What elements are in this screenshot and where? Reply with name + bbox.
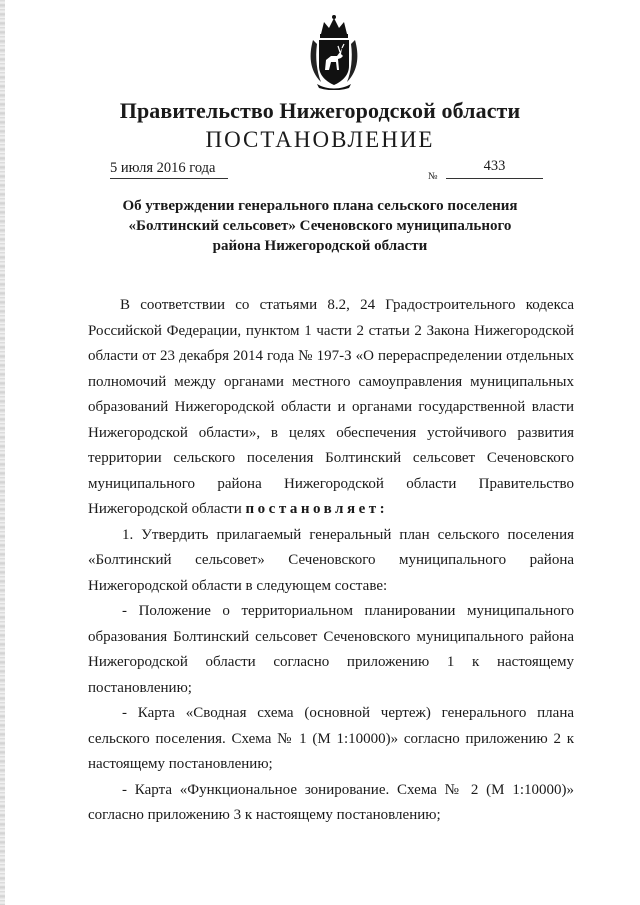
preamble-end: Нижегородской области — [88, 501, 242, 517]
document-type: ПОСТАНОВЛЕНИЕ — [205, 127, 435, 152]
sub-item-2: - Карта «Сводная схема (основной чертеж) генерального плана сельского поселения. Схема № 1 (М 1:10000)» согласно приложению 2 к настоящему постановлению; — [88, 705, 574, 772]
coat-of-arms-icon — [307, 14, 361, 90]
preamble-paragraph: В соответствии со статьями 8.2, 24 Градостроительного кодекса Российской Федерации, пунктом 1 части 2 статьи 2 Закона Нижегородской области от 23 декабря 2014 года № 197-З «О перераспределении отдельных полномочий между органами местного самоуправления муниципальных образований Нижегородской области и органами государственной власти Нижегородской области», в целях обеспечения устойчивого развития территории сельского поселения Болтинский сельсовет Сеченовского муниципального района Нижегородской области Правительство — [88, 297, 574, 492]
subject-line-1: Об утверждении генерального плана сельского поселения — [122, 198, 518, 214]
document-subject — [100, 196, 540, 256]
subject-line-3: района Нижегородской области — [212, 238, 428, 254]
subject-line-2: «Болтинский сельсовет» Сеченовского муниципального — [128, 218, 512, 234]
document-date: 5 июля 2016 года — [110, 160, 228, 179]
government-title: Правительство Нижегородской области — [119, 98, 521, 123]
sub-item-1: - Положение о территориальном планировании муниципального образования Болтинский сельсовет Сеченовского муниципального района Нижегородской области согласно приложению 1 к настоящему постановлению; — [88, 603, 574, 696]
resolves-word: постановляет: — [245, 501, 389, 517]
document-number: 433 — [446, 158, 543, 179]
document-body — [88, 293, 574, 829]
number-label: № — [428, 171, 438, 182]
preamble-closing — [88, 497, 574, 523]
item-1: 1. Утвердить прилагаемый генеральный план сельского поселения «Болтинский сельсовет» Сеченовского муниципального района Нижегородской области в следующем составе: — [88, 526, 574, 594]
sub-item-3: - Карта «Функциональное зонирование. Схема № 2 (М 1:10000)» согласно приложению 3 к настоящему постановлению; — [88, 781, 574, 823]
